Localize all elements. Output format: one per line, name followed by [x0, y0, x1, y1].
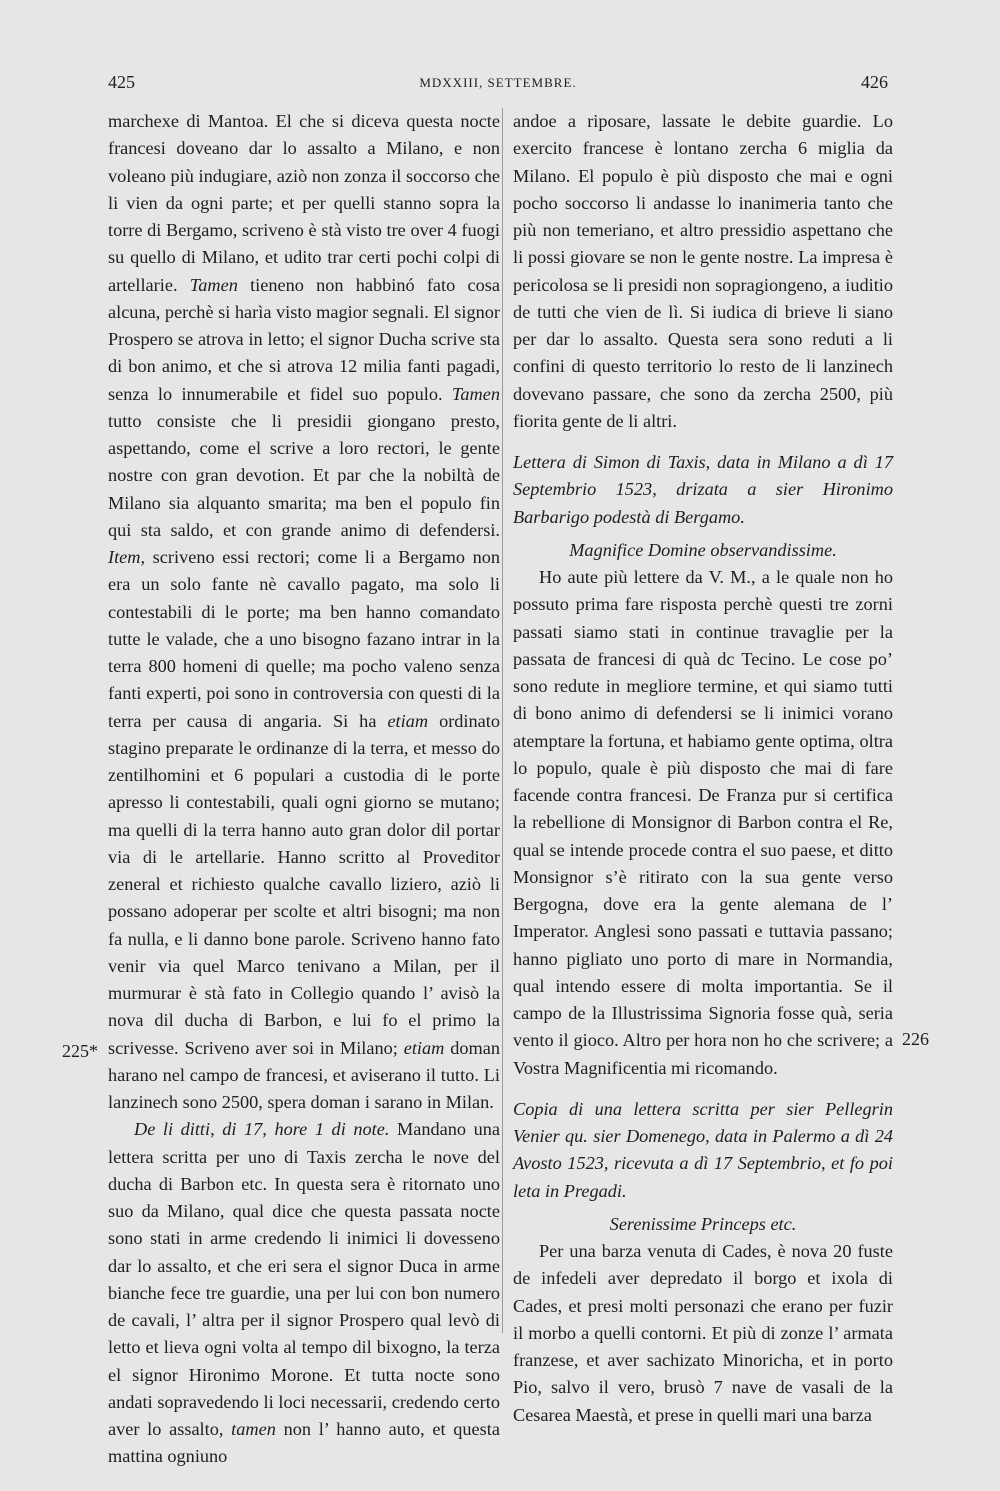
right-column	[513, 108, 893, 1429]
left-column	[108, 108, 500, 1471]
text-run: marchexe di Mantoa. El che si diceva questa nocte francesi doveano dar lo assalto a Milano, e non voleano più indugiare, aziò non zonza il soccorso che li vien da ogni parte; et per quelli stanno sopra la torre di Bergamo, scriveno è stà visto tre over 4 fuogi su quello di Milano, et udito trar certi pochi colpi di artellarie.	[108, 111, 500, 295]
italic-term: tamen	[231, 1419, 276, 1439]
text-run: doman harano nel campo de francesi, et aviserano il tutto. Li lanzinech sono 2500, spera doman i sarano in Milan.	[108, 1037, 501, 1112]
left-paragraph-2	[108, 1116, 500, 1470]
text-run: scriveno essi rectori; come li a Bergamo non era un solo fante nè cavallo pagato, ma solo li contestabili di le porte; ma ben hanno comandato tutte le valade, che a uno bisogno fazano intrar in la terra 800 homeni di quelle; ma pocho valeno senza fanti experti, poi sono in controversia con questi di la terra per causa di angaria. Si ha	[108, 547, 500, 731]
italic-term: Item,	[108, 547, 146, 567]
italic-term: Tamen	[189, 274, 238, 295]
right-paragraph-3: Per una barza venuta di Cades, è nova 20 fuste de infedeli aver depredato il borgo et ixola di Cades, et presi molti personazi che erano per fuzir il morbo a quelli contorni. Et più di zonze l’ armata franzese, et aver sachizato Minoricha, et in porto Pio, salvo il vero, brusò 7 nave de vasali de la Cesarea Maestà, et prese in quelli mari una barza	[513, 1241, 893, 1425]
salutation-1: Magnifice Domine observandissime.	[569, 539, 837, 560]
page-number-right: 426	[861, 72, 888, 92]
text-run: non l’ hanno auto, et questa mattina ogniuno	[108, 1419, 500, 1467]
running-header	[108, 72, 888, 102]
right-paragraph-2: Ho aute più lettere da V. M., a le quale non ho possuto prima fare risposta perchè questi tre zorni passati siamo stati in continue travaglie per la passata de francesi di quà dc Tecino. Le cose po’ sono redute in megliore termine, et qui siamo tutti di bono animo di defendersi se li inimici vorano atemptare la fortuna, et habiamo gente optima, oltra lo populo, quale è più disposto che mai di fare facende contra francesi. De Franza pur si certifica la rebellione di Monsignor di Barbon contra el Re, qual se intende procede contra el suo paese, et ditto Monsignor s’è ritirato con la sua gente verso Bergogna, dove era la gente alemana de l’ Imperator. Anglesi sono passati e tuttavia passano; hanno pigliato uno porto di mare in Normandia, qual intendo essere di molta importantia. Se il campo de la Illustrissima Signoria fosse quà, seria vento il gioco. Altro per hora non ho che scrivere; a Vostra Magnificentia mi ricomando.	[513, 567, 893, 1078]
salutation-2: Serenissime Princeps etc.	[609, 1213, 797, 1234]
italic-term: etiam	[403, 1037, 445, 1058]
text-run: ordinato stagino preparate le ordinanze di la terra, et messo do zentilhomini et 6 populari a custodia di le porte apresso li contestabili, quali ogni giorno se mutano; ma quelli di la terra hanno auto gran dolor dil portar via di le artellarie. Hanno scritto al Proveditor zeneral et richiesto qualche cavallo liziero, aziò li possano adoperar per scolte et altri bisogni; ma non fa nulla, e li danno bone parole. Scriveno hanno fato venir via quel Marco tenivano a Milan, per il murmurar è stà fato in Collegio quando l’ avisò la nova dil ducha di Barbon, e lui fo el primo la scrivesse. Scriveno aver soi in Milano;	[108, 710, 500, 1058]
text-run: Mandano una lettera scritta per uno di Taxis zercha le nove del ducha di Barbon etc. In questa sera è ritornato uno suo da Milano, qual dice che questa passata nocte sono stati in arme credendo li inimici li dovesseno dar lo assalto, et che eri sera el signor Duca in arme bianche fece tre guardie, una per lui con bon numero de cavali, l’ altra per il signor Prospero qual levò di letto et lieva ogni volta al tempo dil bixogno, la terza el signor Hironimo Morone. Et tutta nocte sono andati sopravedendo li loci necessarii, credendo certo aver lo assalto,	[108, 1119, 500, 1439]
letter-title-1: Lettera di Simon di Taxis, data in Milano a dì 17 Septembrio 1523, drizata a sier Hironimo Barbarigo podestà di Bergamo.	[513, 452, 893, 527]
column-divider	[502, 108, 503, 1333]
left-paragraph-1	[108, 108, 500, 1116]
text-run: tieneno non habbinó fato cosa alcuna, perchè si harìa visto magior segnali. El signor Prospero se atrova in letto; el signor Ducha scrive sta di bon animo, et che si atrova 12 milia fanti pagadi, senza lo innumerabile et fidel suo populo.	[108, 274, 500, 404]
margin-note-left: 225*	[62, 1041, 98, 1061]
page-number-left: 425	[108, 72, 135, 92]
italic-term: etiam	[387, 710, 429, 731]
letter-title-2: Copia di una lettera scritta per sier Pellegrin Venier qu. sier Domenego, data in Palermo a dì 24 Avosto 1523, ricevuta a dì 17 Septembrio, et fo poi leta in Pregadi.	[513, 1098, 893, 1201]
margin-note-right: 226	[902, 1029, 929, 1049]
right-paragraph-1: andoe a riposare, lassate le debite guardie. Lo exercito francese è lontano zercha 6 miglia da Milano. El populo è più disposto che mai e ogni pocho soccorso li andasse lo inanimeria tanto che più non temeriano, et altro pressidio aspettano che li possi giovare se non le gente nostre. La impresa è pericolosa se li presidi non sopragiongeno, a iuditio de tutti che vien de lì. Si iudica di brieve li siano per dar lo assalto. Questa sera sono reduti a li confini di questo territorio lo resto de li lanzinech dovevano passare, che sono da zercha 2500, più fiorita gente de li altri.	[513, 111, 893, 431]
italic-heading: De li ditti, di 17, hore 1 di note.	[134, 1119, 390, 1140]
text-run: tutto consiste che li presidii giongano presto, aspettando, come el scrive a loro rectori, le gente nostre con gran devotion. Et par che la nobiltà de Milano sia alquanto smarita; ma ben el populo fin qui sta saldo, et con grande animo di defendersi.	[108, 410, 500, 540]
running-title: MDXXIII, SETTEMBRE.	[419, 75, 577, 90]
italic-term: Tamen	[451, 383, 500, 404]
